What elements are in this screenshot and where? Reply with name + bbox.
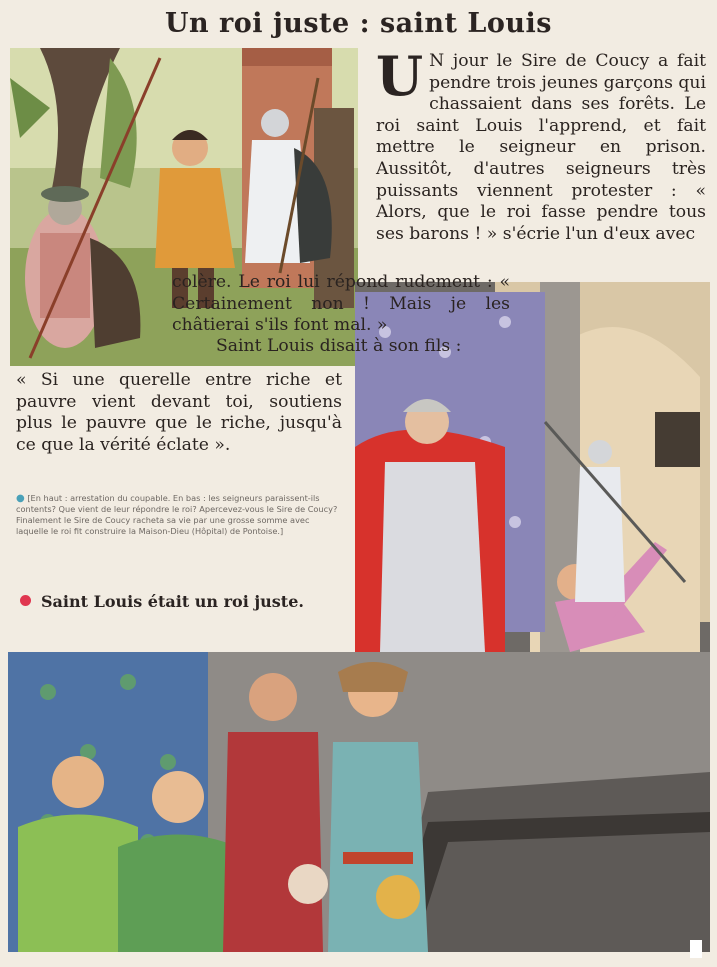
story-paragraph-2: colère. Le roi lui répond rudement : « Certainement non ! Mais je les châtierai s'ils font mal. »	[172, 272, 510, 336]
drop-cap: U	[376, 44, 424, 108]
caption-bullet-icon: ●	[16, 493, 25, 504]
story-paragraph-4: « Si une querelle entre riche et pauvre vient devant toi, soutiens plus le pauvre que le riche, jusqu'à ce que la vérité éclate ».	[16, 370, 342, 455]
illustration-lords-protest	[8, 652, 710, 952]
summary-bullet-icon	[20, 595, 31, 606]
image-caption: ● [En haut : arrestation du coupable. En bas : les seigneurs paraissent-ils contents? Que vient de leur répondre le roi? Apercevez-vous le Sire de Coucy? Finalement le Sire de Coucy racheta sa vie par une grosse somme avec laquelle le roi fit construire la Maison-Dieu (Hôpital) de Pontoise.]	[16, 493, 338, 536]
story-paragraph-1: U N jour le Sire de Coucy a fait pendre trois jeunes garçons qui chassaient dans ses forêts. Le roi saint Louis l'apprend, et fait mettre le seigneur en prison. Aussitôt, d'autres seigneurs très puissants viennent protester : « Alors, que le roi fasse pendre tous ses barons ! » s'écrie l'un d'eux avec	[376, 44, 706, 244]
story-paragraph-3: Saint Louis disait à son fils :	[216, 336, 462, 356]
corner-mark	[690, 940, 702, 958]
summary-statement: Saint Louis était un roi juste.	[20, 592, 304, 611]
page-title: Un roi juste : saint Louis	[164, 8, 553, 39]
